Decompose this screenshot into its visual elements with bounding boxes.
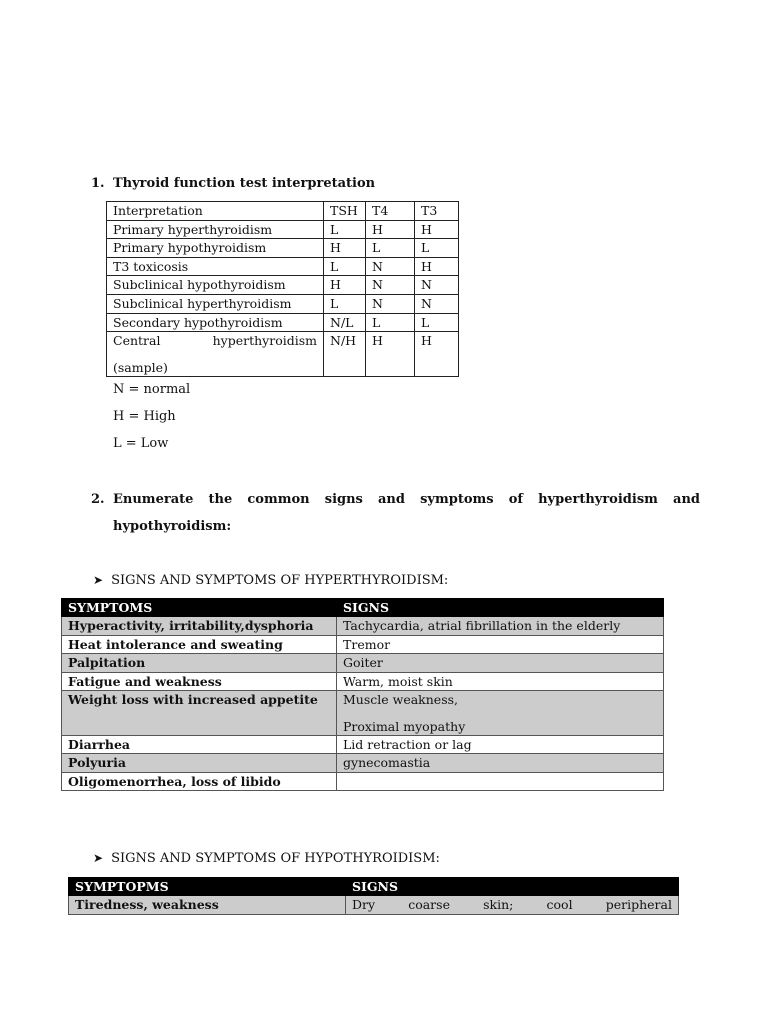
table-cell (107, 332, 324, 377)
legend-low: L = Low (113, 436, 169, 451)
table-cell: N/L (324, 313, 366, 332)
table-cell: H (415, 220, 459, 239)
table-cell: H (324, 239, 366, 258)
table-cell: T3 toxicosis (107, 257, 324, 276)
sign-text: Proximal myopathy (343, 718, 466, 734)
table-header-row (62, 599, 664, 617)
central-word: hyperthyroidism (212, 333, 317, 349)
sample-note: (sample) (113, 360, 168, 376)
symptom-cell: Polyuria (62, 754, 337, 772)
table-row (107, 313, 459, 332)
header-cell: SYMPTOPMS (69, 878, 346, 896)
table-cell: Secondary hypothyroidism (107, 313, 324, 332)
list-number-1: 1. (91, 176, 105, 191)
table-cell: N (415, 276, 459, 295)
legend-normal: N = normal (113, 382, 191, 397)
arrow-bullet-icon: ➤ (93, 573, 104, 587)
table-header-row (107, 202, 459, 221)
table-row (62, 754, 664, 772)
symptom-cell: Tiredness, weakness (69, 896, 346, 914)
table-header-row (69, 878, 679, 896)
central-word: Central (113, 333, 161, 349)
table-cell: Subclinical hyperthyroidism (107, 294, 324, 313)
header-cell: SIGNS (346, 878, 679, 896)
section-heading-enumerate (113, 491, 700, 535)
table-cell: L (324, 220, 366, 239)
table-row (107, 276, 459, 295)
symptom-cell: Heat intolerance and sweating (62, 635, 337, 653)
table-cell: N (415, 294, 459, 313)
table-row (62, 772, 664, 790)
sign-cell: Goiter (337, 654, 664, 672)
symptom-cell: Palpitation (62, 654, 337, 672)
table-cell: Primary hyperthyroidism (107, 220, 324, 239)
table-cell: H (415, 257, 459, 276)
table-row (62, 735, 664, 753)
sign-cell: Tremor (337, 635, 664, 653)
table-cell: Primary hypothyroidism (107, 239, 324, 258)
hyperthyroidism-table (61, 598, 664, 791)
hypothyroidism-table (68, 877, 679, 915)
header-cell: T3 (415, 202, 459, 221)
sign-cell: Lid retraction or lag (337, 735, 664, 753)
sign-text (352, 896, 672, 913)
sign-text: Muscle weakness, (343, 691, 459, 707)
header-cell: SYMPTOMS (62, 599, 337, 617)
sign-cell (346, 896, 679, 914)
table-row (62, 654, 664, 672)
sign-word: peripheral (605, 897, 672, 913)
bullet-title: SIGNS AND SYMPTOMS OF HYPOTHYROIDISM: (111, 851, 440, 866)
sign-cell: Tachycardia, atrial fibrillation in the elderly (337, 617, 664, 635)
symptom-cell: Hyperactivity, irritability,dysphoria (62, 617, 337, 635)
symptom-cell: Diarrhea (62, 735, 337, 753)
header-cell: SIGNS (337, 599, 664, 617)
sign-word: cool (546, 897, 573, 913)
sign-cell: Warm, moist skin (337, 672, 664, 690)
sign-cell: gynecomastia (337, 754, 664, 772)
table-cell: L (324, 294, 366, 313)
table-cell: N (366, 257, 415, 276)
legend-high: H = High (113, 409, 176, 424)
table-row (62, 672, 664, 690)
table-cell: H (324, 276, 366, 295)
section-heading-tft: Thyroid function test interpretation (113, 176, 376, 191)
table-cell: N/H (324, 332, 366, 377)
sign-word: coarse (408, 897, 450, 913)
table-cell: N (366, 276, 415, 295)
table-cell: L (366, 313, 415, 332)
symptom-cell: Oligomenorrhea, loss of libido (62, 772, 337, 790)
table-cell: N (366, 294, 415, 313)
table-cell: L (415, 239, 459, 258)
thyroid-function-table (106, 201, 459, 377)
table-row (107, 257, 459, 276)
list-number-2: 2. (91, 492, 105, 507)
table-cell: L (366, 239, 415, 258)
table-row (107, 239, 459, 258)
header-cell: Interpretation (107, 202, 324, 221)
table-row (107, 294, 459, 313)
bullet-hyperthyroidism (93, 573, 448, 588)
table-row (107, 332, 459, 377)
header-cell: T4 (366, 202, 415, 221)
sign-cell (337, 690, 664, 735)
table-cell: L (415, 313, 459, 332)
table-row (62, 635, 664, 653)
bullet-hypothyroidism (93, 851, 440, 866)
header-cell: TSH (324, 202, 366, 221)
table-row (62, 690, 664, 735)
table-cell: H (415, 332, 459, 377)
table-row (62, 617, 664, 635)
heading-line: Enumerate the common signs and symptoms of hyperthyroidism and (113, 492, 700, 507)
sign-word: skin; (483, 897, 514, 913)
table-row (69, 896, 679, 914)
symptom-cell: Fatigue and weakness (62, 672, 337, 690)
table-cell: H (366, 220, 415, 239)
arrow-bullet-icon: ➤ (93, 851, 104, 865)
table-row (107, 220, 459, 239)
bullet-title: SIGNS AND SYMPTOMS OF HYPERTHYROIDISM: (111, 573, 449, 588)
symptom-cell: Weight loss with increased appetite (62, 690, 337, 735)
central-label (113, 332, 317, 349)
table-cell: H (366, 332, 415, 377)
table-cell: Subclinical hypothyroidism (107, 276, 324, 295)
table-cell: L (324, 257, 366, 276)
sign-cell (337, 772, 664, 790)
sign-word: Dry (352, 897, 376, 913)
heading-line: hypothyroidism: (113, 519, 232, 534)
